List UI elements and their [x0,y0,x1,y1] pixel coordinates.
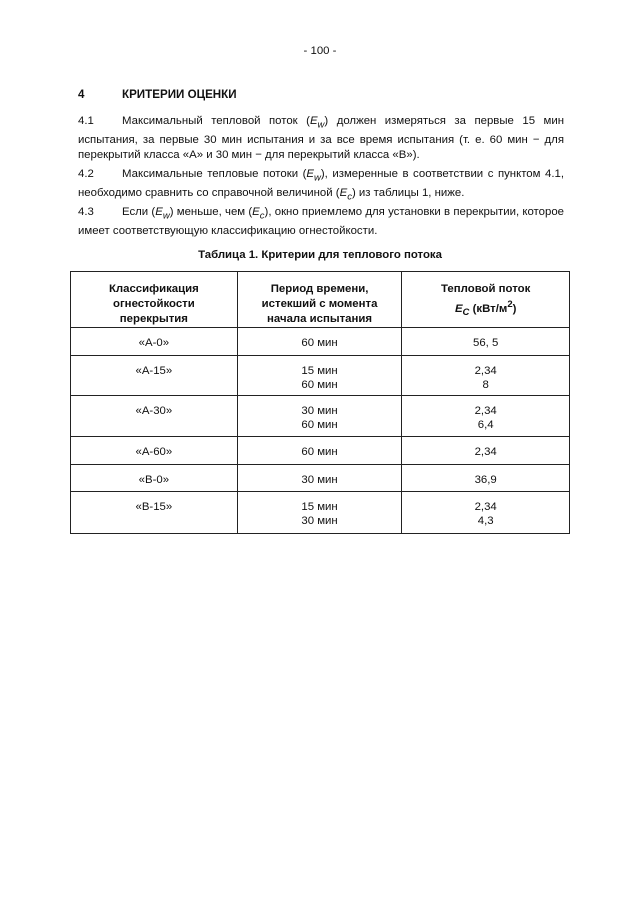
paragraph-number: 4.3 [78,206,94,218]
header-classification [71,272,238,328]
unit-text: (кВт/м [469,302,508,315]
symbol-subscript: c [347,191,352,203]
unit-text: ) [512,302,517,315]
symbol: E [306,168,315,180]
symbol-subscript: w [317,119,325,131]
table-header-row [71,272,570,328]
table-row [71,396,570,437]
classification-cell: «B-15» [71,492,238,534]
paragraph-text: ) должен измеряться за первые 15 мин испытания, за первые 30 мин испытания и за все время испытания (т. е. 60 мин − для перекрытий класса «А» и 30 мин − для перекрытий класса «В»). [78,115,564,162]
period-value: 30 мин [301,405,338,417]
table-row [71,328,570,356]
section-number: 4 [78,88,85,101]
symbol-subscript: C [462,307,470,319]
paragraph-text: ), измеренные в соответствии с пунктом 4.1, необходимо сравнить со справочной величиной ( [78,168,565,199]
header-line: истекший с момента [261,298,378,310]
period-value: 60 мин [301,337,338,349]
table-row [71,465,570,492]
header-line: Классификация [108,283,199,295]
section-heading [78,88,237,101]
flux-value: 2,34 [474,405,497,417]
period-cell [237,396,402,437]
period-value: 60 мин [301,446,338,458]
page-number: - 100 - [303,45,337,57]
period-cell [237,328,402,356]
flux-cell [402,465,570,492]
paragraph-number: 4.1 [78,115,94,127]
symbol: E [155,206,163,218]
flux-cell [402,437,570,465]
section-title: КРИТЕРИИ ОЦЕНКИ [122,88,237,101]
symbol: E [339,186,348,199]
header-line: Период времени, [270,283,369,295]
flux-cell [402,328,570,356]
period-value: 30 мин [301,515,338,527]
symbol-subscript: c [259,210,265,222]
paragraph-text: ) из таблицы 1, ниже. [351,186,465,199]
header-time-period [237,272,402,328]
symbol: E [454,302,463,315]
paragraph-4-2 [78,167,564,205]
period-value: 15 мин [301,501,338,513]
classification-cell: «A-60» [71,437,238,465]
paragraph-text: Максимальный тепловой поток ( [122,115,310,127]
period-cell [237,356,402,396]
paragraph-text: Если ( [122,206,156,218]
header-line: Тепловой поток [441,283,531,295]
header-line [408,297,563,320]
paragraph-text: ), окно приемлемо для установки в перекрытии, которое имеет соответствующую классификацию огнестойкости. [78,206,564,237]
table-row [71,492,570,534]
header-line: начала испытания [267,313,373,325]
paragraph-4-1 [78,114,564,164]
flux-value: 8 [482,379,489,391]
symbol: E [252,206,260,218]
table-row [71,356,570,396]
paragraph-number: 4.2 [78,168,94,180]
symbol-subscript: w [314,172,321,184]
paragraph-4-3 [78,205,564,239]
flux-value: 4,3 [477,515,494,527]
flux-value: 2,34 [474,365,497,377]
period-cell [237,492,402,534]
period-value: 30 мин [301,474,338,486]
flux-value: 6,4 [477,419,494,431]
paragraph-text: Максимальные тепловые потоки ( [122,168,307,180]
table-caption: Таблица 1. Критерии для теплового потока [198,249,442,261]
flux-cell [402,492,570,534]
symbol-subscript: w [162,210,170,222]
flux-value: 2,34 [474,501,497,513]
flux-cell [402,396,570,437]
period-value: 60 мин [301,419,338,431]
criteria-table [70,271,570,534]
flux-value: 2,34 [474,446,497,458]
period-cell [237,437,402,465]
flux-value: 36,9 [474,474,497,486]
period-cell [237,465,402,492]
symbol: E [309,115,318,127]
classification-cell: «A-30» [71,396,238,437]
paragraph-text: ) меньше, чем ( [169,206,253,218]
header-line: огнестойкости [112,298,195,310]
period-value: 60 мин [301,379,338,391]
period-value: 15 мин [301,365,338,377]
unit-superscript: 2 [507,299,513,310]
flux-value: 56, 5 [473,337,499,349]
classification-cell: «B-0» [71,465,238,492]
header-line: перекрытия [119,313,188,325]
flux-cell [402,356,570,396]
table-row [71,437,570,465]
classification-cell: «A-15» [71,356,238,396]
header-heat-flux [402,272,570,328]
classification-cell: «A-0» [71,328,238,356]
